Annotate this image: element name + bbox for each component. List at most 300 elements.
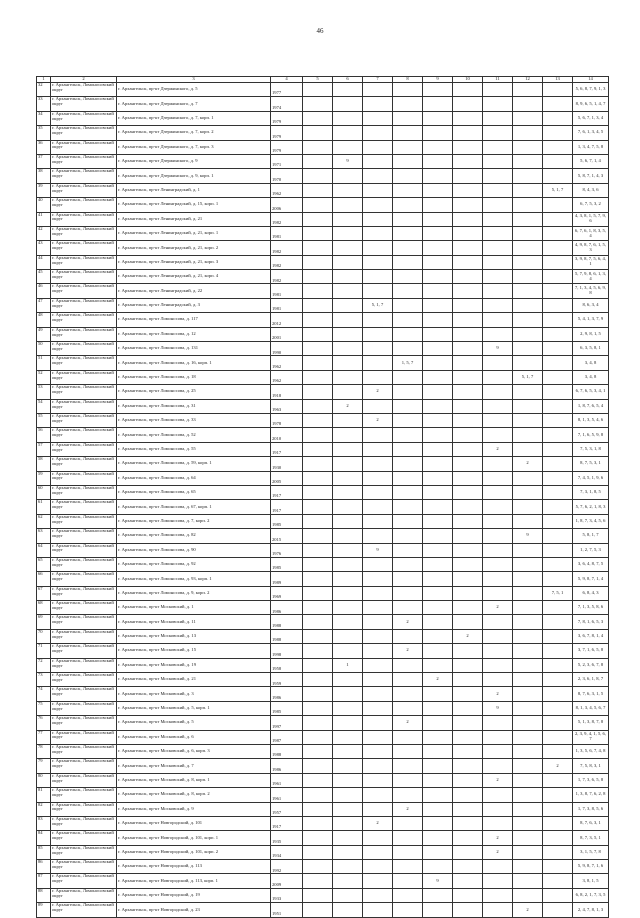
- mark-cell: [423, 773, 453, 787]
- mark-cell: [423, 730, 453, 744]
- mark-cell: [333, 442, 363, 456]
- mark-cell: [303, 399, 333, 413]
- mark-cell: [363, 457, 393, 471]
- mark-cell: [513, 586, 543, 600]
- mark-cell: [543, 154, 573, 168]
- mark-cell: [303, 212, 333, 226]
- sequence-cell: 5, 7, 6, 2, 1, 8, 3: [573, 500, 609, 514]
- sequence-cell: 7, 3, 1, 8, 5: [573, 485, 609, 499]
- sequence-cell: 8, 1, 3, 4, 5, 6, 7: [573, 701, 609, 715]
- column-header: 1: [37, 77, 51, 83]
- table-row: [37, 888, 609, 902]
- mark-cell: [363, 428, 393, 442]
- year-cell: 1982: [271, 255, 303, 269]
- column-header: 12: [513, 77, 543, 83]
- district-cell: г. Архангельск, Ломоносовский округ: [51, 284, 117, 298]
- table-row: [37, 140, 609, 154]
- district-cell: г. Архангельск, Ломоносовский округ: [51, 586, 117, 600]
- mark-cell: [333, 111, 363, 125]
- district-cell: г. Архангельск, Ломоносовский округ: [51, 169, 117, 183]
- column-header: 11: [483, 77, 513, 83]
- mark-cell: [423, 658, 453, 672]
- mark-cell: 9: [513, 529, 543, 543]
- mark-cell: [543, 701, 573, 715]
- mark-cell: [453, 270, 483, 284]
- mark-cell: [393, 212, 423, 226]
- table-row: [37, 601, 609, 615]
- mark-cell: [303, 198, 333, 212]
- year-cell: 1986: [271, 601, 303, 615]
- year-cell: 2015: [271, 529, 303, 543]
- sequence-cell: 3, 6, 7, 8, 1, 4: [573, 629, 609, 643]
- mark-cell: [513, 500, 543, 514]
- year-cell: 1982: [271, 212, 303, 226]
- row-number: 74: [37, 687, 51, 701]
- mark-cell: [513, 284, 543, 298]
- mark-cell: [453, 313, 483, 327]
- address-cell: г. Архангельск, пр-кт Новгородский, д. 19: [117, 888, 271, 902]
- mark-cell: [543, 399, 573, 413]
- sequence-cell: 1, 3, 4, 7, 5, 8: [573, 140, 609, 154]
- mark-cell: [453, 845, 483, 859]
- sequence-cell: 5, 4, 1, 3, 7, 9: [573, 313, 609, 327]
- year-cell: 2009: [271, 874, 303, 888]
- row-number: 61: [37, 500, 51, 514]
- table-row: [37, 212, 609, 226]
- mark-cell: [303, 226, 333, 240]
- mark-cell: [513, 140, 543, 154]
- mark-cell: [543, 644, 573, 658]
- mark-cell: [363, 601, 393, 615]
- district-cell: г. Архангельск, Ломоносовский округ: [51, 629, 117, 643]
- year-cell: 1974: [271, 97, 303, 111]
- address-cell: г. Архангельск, пр-кт Дзержинского, д. 9, корп. 1: [117, 169, 271, 183]
- row-number: 73: [37, 673, 51, 687]
- mark-cell: [453, 356, 483, 370]
- mark-cell: [543, 629, 573, 643]
- mark-cell: [363, 226, 393, 240]
- mark-cell: [393, 730, 423, 744]
- mark-cell: [423, 557, 453, 571]
- address-cell: г. Архангельск, пр-кт Новгородский, д. 113: [117, 860, 271, 874]
- mark-cell: [333, 485, 363, 499]
- mark-cell: [333, 644, 363, 658]
- year-cell: 1979: [271, 111, 303, 125]
- row-number: 62: [37, 514, 51, 528]
- mark-cell: 2: [393, 644, 423, 658]
- sequence-cell: 3, 4, 8: [573, 356, 609, 370]
- row-number: 83: [37, 816, 51, 830]
- mark-cell: [483, 716, 513, 730]
- row-number: 36: [37, 140, 51, 154]
- mark-cell: [543, 457, 573, 471]
- year-cell: 1935: [271, 831, 303, 845]
- mark-cell: [423, 701, 453, 715]
- mark-cell: [393, 270, 423, 284]
- mark-cell: [423, 845, 453, 859]
- mark-cell: [363, 831, 393, 845]
- mark-cell: [483, 457, 513, 471]
- mark-cell: [333, 874, 363, 888]
- mark-cell: [543, 342, 573, 356]
- address-cell: г. Архангельск, пр-кт Новгородский, д. 101, корп. 2: [117, 845, 271, 859]
- sequence-cell: 7, 1, 3, 4, 5, 6, 9, 8: [573, 284, 609, 298]
- mark-cell: [303, 601, 333, 615]
- mark-cell: [513, 169, 543, 183]
- district-cell: г. Архангельск, Ломоносовский округ: [51, 572, 117, 586]
- mark-cell: [483, 615, 513, 629]
- row-number: 54: [37, 399, 51, 413]
- mark-cell: [543, 485, 573, 499]
- sequence-cell: 3, 8, 1, 5: [573, 874, 609, 888]
- table-row: [37, 313, 609, 327]
- mark-cell: [363, 255, 393, 269]
- year-cell: 1963: [271, 399, 303, 413]
- row-number: 38: [37, 169, 51, 183]
- mark-cell: [453, 687, 483, 701]
- address-cell: г. Архангельск, пр-кт Дзержинского, д. 7, корп. 3: [117, 140, 271, 154]
- table-row: [37, 572, 609, 586]
- column-header: 6: [333, 77, 363, 83]
- year-cell: 1986: [271, 759, 303, 773]
- mark-cell: [483, 255, 513, 269]
- mark-cell: [543, 500, 573, 514]
- mark-cell: [393, 183, 423, 197]
- sequence-cell: 7, 5, 8, 3, 1: [573, 759, 609, 773]
- mark-cell: [423, 399, 453, 413]
- address-cell: г. Архангельск, пр-кт Ломоносова, д. 31: [117, 399, 271, 413]
- mark-cell: [423, 442, 453, 456]
- mark-cell: [333, 615, 363, 629]
- table-row: [37, 529, 609, 543]
- mark-cell: [453, 255, 483, 269]
- mark-cell: [333, 385, 363, 399]
- mark-cell: [393, 241, 423, 255]
- mark-cell: [423, 586, 453, 600]
- row-number: 64: [37, 543, 51, 557]
- mark-cell: [423, 759, 453, 773]
- mark-cell: [543, 615, 573, 629]
- sequence-cell: 1, 7, 3, 8, 5, 6: [573, 802, 609, 816]
- mark-cell: 2: [393, 802, 423, 816]
- mark-cell: [453, 126, 483, 140]
- mark-cell: [543, 687, 573, 701]
- mark-cell: [513, 687, 543, 701]
- sequence-cell: 3, 7, 1, 6, 5, 8: [573, 644, 609, 658]
- row-number: 37: [37, 154, 51, 168]
- mark-cell: [393, 342, 423, 356]
- mark-cell: [453, 615, 483, 629]
- column-header: 5: [303, 77, 333, 83]
- sequence-cell: 1, 7, 3, 6, 5, 8: [573, 773, 609, 787]
- sequence-cell: 5, 8, 1, 7: [573, 529, 609, 543]
- mark-cell: [453, 413, 483, 427]
- mark-cell: [423, 485, 453, 499]
- mark-cell: [333, 457, 363, 471]
- mark-cell: [543, 557, 573, 571]
- mark-cell: [363, 241, 393, 255]
- address-cell: г. Архангельск, пр-кт Московский, д. 5: [117, 716, 271, 730]
- page-number: 46: [316, 27, 324, 35]
- mark-cell: [543, 212, 573, 226]
- address-cell: г. Архангельск, пр-кт Московский, д. 6: [117, 730, 271, 744]
- mark-cell: [543, 773, 573, 787]
- mark-cell: [453, 500, 483, 514]
- mark-cell: [483, 658, 513, 672]
- mark-cell: [423, 327, 453, 341]
- mark-cell: [303, 802, 333, 816]
- mark-cell: [543, 802, 573, 816]
- district-cell: г. Архангельск, Ломоносовский округ: [51, 298, 117, 312]
- mark-cell: [453, 83, 483, 97]
- mark-cell: 2: [483, 831, 513, 845]
- mark-cell: [453, 212, 483, 226]
- table-row: [37, 442, 609, 456]
- district-cell: г. Архангельск, Ломоносовский округ: [51, 313, 117, 327]
- mark-cell: [453, 399, 483, 413]
- mark-cell: [303, 730, 333, 744]
- mark-cell: [513, 342, 543, 356]
- mark-cell: [483, 126, 513, 140]
- mark-cell: [393, 773, 423, 787]
- mark-cell: [303, 860, 333, 874]
- mark-cell: [453, 529, 483, 543]
- year-cell: 1934: [271, 845, 303, 859]
- mark-cell: [483, 860, 513, 874]
- year-cell: 1997: [271, 716, 303, 730]
- year-cell: 2001: [271, 327, 303, 341]
- table-row: [37, 615, 609, 629]
- district-cell: г. Архангельск, Ломоносовский округ: [51, 557, 117, 571]
- mark-cell: [483, 212, 513, 226]
- mark-cell: [393, 788, 423, 802]
- mark-cell: [303, 413, 333, 427]
- mark-cell: [483, 327, 513, 341]
- row-number: 89: [37, 903, 51, 917]
- mark-cell: [513, 658, 543, 672]
- mark-cell: [393, 313, 423, 327]
- mark-cell: [513, 471, 543, 485]
- mark-cell: [363, 485, 393, 499]
- district-cell: г. Архангельск, Ломоносовский округ: [51, 514, 117, 528]
- table-row: [37, 198, 609, 212]
- district-cell: г. Архангельск, Ломоносовский округ: [51, 442, 117, 456]
- mark-cell: [333, 543, 363, 557]
- mark-cell: [363, 442, 393, 456]
- table-row: [37, 687, 609, 701]
- district-cell: г. Архангельск, Ломоносовский округ: [51, 370, 117, 384]
- mark-cell: [483, 298, 513, 312]
- district-cell: г. Архангельск, Ломоносовский округ: [51, 687, 117, 701]
- mark-cell: [543, 658, 573, 672]
- address-cell: г. Архангельск, пр-кт Новгородский, д. 113, корп. 1: [117, 874, 271, 888]
- mark-cell: [333, 83, 363, 97]
- mark-cell: [543, 860, 573, 874]
- row-number: 63: [37, 529, 51, 543]
- year-cell: 1981: [271, 226, 303, 240]
- mark-cell: [303, 888, 333, 902]
- mark-cell: [423, 428, 453, 442]
- table-row: [37, 226, 609, 240]
- mark-cell: [423, 615, 453, 629]
- mark-cell: [333, 140, 363, 154]
- mark-cell: [423, 744, 453, 758]
- mark-cell: [303, 514, 333, 528]
- mark-cell: [543, 111, 573, 125]
- year-cell: 1979: [271, 126, 303, 140]
- address-cell: г. Архангельск, пр-кт Новгородский, д. 23: [117, 903, 271, 917]
- address-cell: г. Архангельск, пр-кт Московский, д. 3: [117, 687, 271, 701]
- mark-cell: [393, 298, 423, 312]
- mark-cell: [393, 154, 423, 168]
- row-number: 87: [37, 874, 51, 888]
- mark-cell: [393, 687, 423, 701]
- mark-cell: [303, 370, 333, 384]
- year-cell: 1978: [271, 413, 303, 427]
- mark-cell: [513, 701, 543, 715]
- mark-cell: [483, 385, 513, 399]
- mark-cell: [393, 83, 423, 97]
- mark-cell: [303, 313, 333, 327]
- mark-cell: [423, 860, 453, 874]
- address-cell: г. Архангельск, пр-кт Ломоносова, д. 33: [117, 413, 271, 427]
- mark-cell: [363, 716, 393, 730]
- district-cell: г. Архангельск, Ломоносовский округ: [51, 903, 117, 917]
- mark-cell: [363, 701, 393, 715]
- district-cell: г. Архангельск, Ломоносовский округ: [51, 788, 117, 802]
- address-cell: г. Архангельск, пр-кт Ломоносова, д. 82: [117, 529, 271, 543]
- district-cell: г. Архангельск, Ломоносовский округ: [51, 270, 117, 284]
- year-cell: 1970: [271, 169, 303, 183]
- mark-cell: [423, 514, 453, 528]
- mark-cell: [483, 284, 513, 298]
- mark-cell: [453, 716, 483, 730]
- mark-cell: [513, 485, 543, 499]
- sequence-cell: 1, 8, 7, 6, 5, 4: [573, 399, 609, 413]
- mark-cell: [303, 687, 333, 701]
- mark-cell: [543, 413, 573, 427]
- mark-cell: 2: [543, 759, 573, 773]
- year-cell: 1990: [271, 342, 303, 356]
- year-cell: 1979: [271, 140, 303, 154]
- table-row: [37, 111, 609, 125]
- sequence-cell: 2, 3, 6, 1, 8, 7: [573, 673, 609, 687]
- mark-cell: [333, 356, 363, 370]
- mark-cell: [513, 154, 543, 168]
- mark-cell: [333, 701, 363, 715]
- mark-cell: [483, 514, 513, 528]
- year-cell: 1982: [271, 241, 303, 255]
- mark-cell: [513, 831, 543, 845]
- sequence-cell: 6, 7, 5, 3, 2: [573, 198, 609, 212]
- mark-cell: [543, 198, 573, 212]
- sequence-cell: 8, 4, 3, 6: [573, 183, 609, 197]
- mark-cell: [513, 399, 543, 413]
- mark-cell: 2: [363, 816, 393, 830]
- mark-cell: [423, 313, 453, 327]
- mark-cell: [543, 226, 573, 240]
- address-cell: г. Архангельск, пр-кт Московский, д. 15: [117, 644, 271, 658]
- mark-cell: [303, 615, 333, 629]
- year-cell: 1969: [271, 586, 303, 600]
- column-header: 7: [363, 77, 393, 83]
- mark-cell: [393, 226, 423, 240]
- mark-cell: [363, 759, 393, 773]
- district-cell: г. Архангельск, Ломоносовский округ: [51, 816, 117, 830]
- district-cell: г. Архангельск, Ломоносовский округ: [51, 97, 117, 111]
- year-cell: 1917: [271, 485, 303, 499]
- row-number: 35: [37, 126, 51, 140]
- mark-cell: [423, 241, 453, 255]
- district-cell: г. Архангельск, Ломоносовский округ: [51, 327, 117, 341]
- address-cell: г. Архангельск, пр-кт Ломоносова, д. 55: [117, 442, 271, 456]
- mark-cell: [393, 385, 423, 399]
- district-cell: г. Архангельск, Ломоносовский округ: [51, 831, 117, 845]
- mark-cell: [513, 673, 543, 687]
- mark-cell: [363, 788, 393, 802]
- mark-cell: [453, 370, 483, 384]
- mark-cell: [483, 629, 513, 643]
- mark-cell: [423, 111, 453, 125]
- mark-cell: [333, 572, 363, 586]
- mark-cell: 9: [483, 701, 513, 715]
- mark-cell: [363, 644, 393, 658]
- year-cell: 1977: [271, 83, 303, 97]
- mark-cell: [453, 601, 483, 615]
- mark-cell: [363, 557, 393, 571]
- district-cell: г. Архангельск, Ломоносовский округ: [51, 845, 117, 859]
- mark-cell: [423, 154, 453, 168]
- address-cell: г. Архангельск, пр-кт Дзержинского, д. 9: [117, 154, 271, 168]
- year-cell: 1951: [271, 903, 303, 917]
- mark-cell: [393, 442, 423, 456]
- district-cell: г. Архангельск, Ломоносовский округ: [51, 601, 117, 615]
- mark-cell: [453, 428, 483, 442]
- mark-cell: [543, 716, 573, 730]
- row-number: 72: [37, 658, 51, 672]
- mark-cell: [333, 212, 363, 226]
- mark-cell: [303, 586, 333, 600]
- table-row: [37, 543, 609, 557]
- mark-cell: [513, 543, 543, 557]
- mark-cell: [363, 860, 393, 874]
- mark-cell: [333, 716, 363, 730]
- row-number: 71: [37, 644, 51, 658]
- mark-cell: [333, 788, 363, 802]
- address-cell: г. Архангельск, пр-кт Ломоносова, д. 12: [117, 327, 271, 341]
- mark-cell: [423, 888, 453, 902]
- district-cell: г. Архангельск, Ломоносовский округ: [51, 413, 117, 427]
- mark-cell: [513, 327, 543, 341]
- mark-cell: [393, 557, 423, 571]
- mark-cell: [393, 255, 423, 269]
- mark-cell: [513, 730, 543, 744]
- mark-cell: [513, 241, 543, 255]
- year-cell: 2012: [271, 313, 303, 327]
- mark-cell: [393, 413, 423, 427]
- row-number: 57: [37, 442, 51, 456]
- mark-cell: [513, 759, 543, 773]
- district-cell: г. Архангельск, Ломоносовский округ: [51, 428, 117, 442]
- sequence-cell: 6, 3, 5, 8, 1: [573, 342, 609, 356]
- table-row: [37, 83, 609, 97]
- mark-cell: [363, 673, 393, 687]
- mark-cell: [543, 370, 573, 384]
- address-cell: г. Архангельск, пр-кт Ленинградский, д. 1: [117, 183, 271, 197]
- mark-cell: [393, 759, 423, 773]
- table-row: [37, 860, 609, 874]
- address-cell: г. Архангельск, пр-кт Ленинградский, д. 21: [117, 212, 271, 226]
